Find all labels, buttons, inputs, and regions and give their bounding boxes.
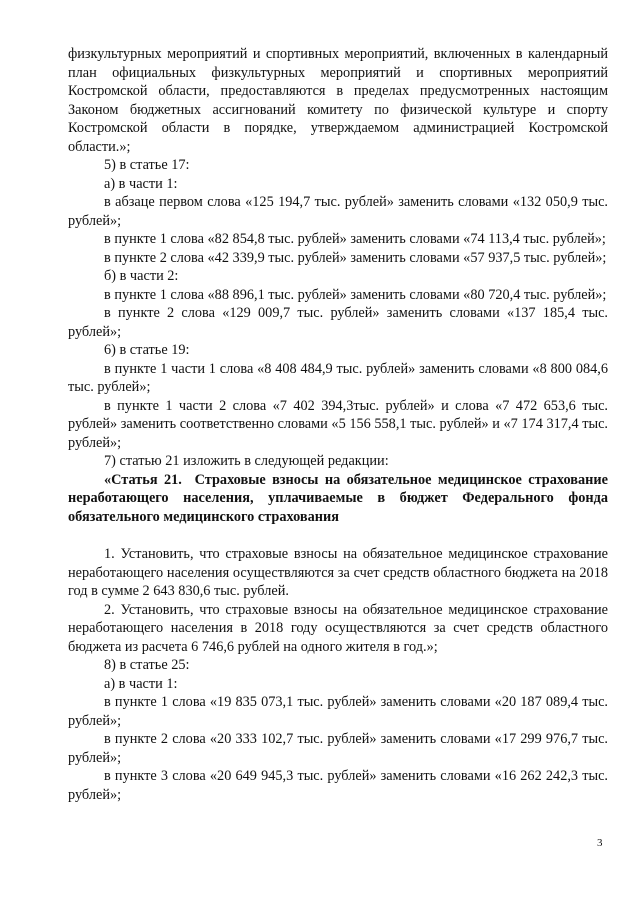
- paragraph-subitem-b: б) в части 2:: [104, 268, 179, 284]
- paragraph-amendment: в пункте 1 слова «88 896,1 тыс. рублей» заменить словами «80 720,4 тыс. рублей»;: [104, 286, 607, 303]
- paragraph-amendment: в пункте 2 слова «20 333 102,7 тыс. рублей» заменить словами «17 299 976,7 тыс. рублей»;: [68, 731, 608, 766]
- paragraph-amendment: в пункте 1 части 1 слова «8 408 484,9 тыс. рублей» заменить словами «8 800 084,6 тыс. рублей»;: [68, 360, 608, 395]
- article-title: Страховые взносы на обязательное медицинское страхование неработающего населения, уплачиваемые в бюджет Федерального фонда обязательного медицинского страхования: [68, 471, 608, 525]
- paragraph-item-5: 5) в статье 17:: [104, 157, 190, 173]
- paragraph-amendment: в пункте 1 слова «82 854,8 тыс. рублей» заменить словами «74 113,4 тыс. рублей»;: [104, 231, 606, 247]
- paragraph-amendment: в пункте 1 части 2 слова «7 402 394,3тыс. рублей» и слова «7 472 653,6 тыс. рублей» заменить соответственно словами «5 156 558,1 тыс. рублей» и «7 174 317,4 тыс. рублей»;: [68, 397, 608, 451]
- article-prefix: «Статья 21.: [104, 471, 182, 488]
- paragraph-article-point-2: 2. Установить, что страховые взносы на обязательное медицинское страхование неработающего населения в 2018 году осуществляются за счет средств областного бюджета из расчета 6 746,6 рублей на одного жителя в год.»;: [68, 601, 608, 655]
- paragraph-amendment: в пункте 2 слова «129 009,7 тыс. рублей» заменить словами «137 185,4 тыс. рублей»;: [68, 305, 608, 340]
- article-heading: [68, 471, 608, 527]
- spacer: [68, 526, 608, 545]
- paragraph-amendment: в пункте 2 слова «42 339,9 тыс. рублей» заменить словами «57 937,5 тыс. рублей»;: [104, 249, 607, 266]
- paragraph-amendment: в пункте 1 слова «19 835 073,1 тыс. рублей» заменить словами «20 187 089,4 тыс. рублей»;: [68, 694, 608, 729]
- paragraph-item-7: 7) статью 21 изложить в следующей редакции:: [104, 453, 389, 469]
- page-number: 3: [597, 837, 603, 849]
- paragraph-amendment: в пункте 3 слова «20 649 945,3 тыс. рублей» заменить словами «16 262 242,3 тыс. рублей»;: [68, 768, 608, 803]
- paragraph-continuation: физкультурных мероприятий и спортивных мероприятий, включенных в календарный план официальных физкультурных мероприятий и спортивных мероприятий Костромской области, предоставляются в пределах предусмотренных настоящим Законом бюджетных ассигнований комитету по физической культуре и спорту Костромской области в порядке, утверждаемом администрацией Костромской области.»;: [68, 46, 608, 155]
- paragraph-item-6: 6) в статье 19:: [104, 342, 190, 358]
- paragraph-article-point-1: 1. Установить, что страховые взносы на обязательное медицинское страхование неработающего населения осуществляются за счет средств областного бюджета на 2018 год в сумме 2 643 830,6 тыс. рублей.: [68, 546, 608, 599]
- paragraph-subitem-a: а) в части 1:: [104, 175, 178, 192]
- paragraph-subitem-a: а) в части 1:: [104, 675, 178, 692]
- paragraph-item-8: 8) в статье 25:: [104, 657, 190, 673]
- paragraph-amendment: в абзаце первом слова «125 194,7 тыс. рублей» заменить словами «132 050,9 тыс. рублей»;: [68, 194, 608, 229]
- document-body: [68, 45, 608, 804]
